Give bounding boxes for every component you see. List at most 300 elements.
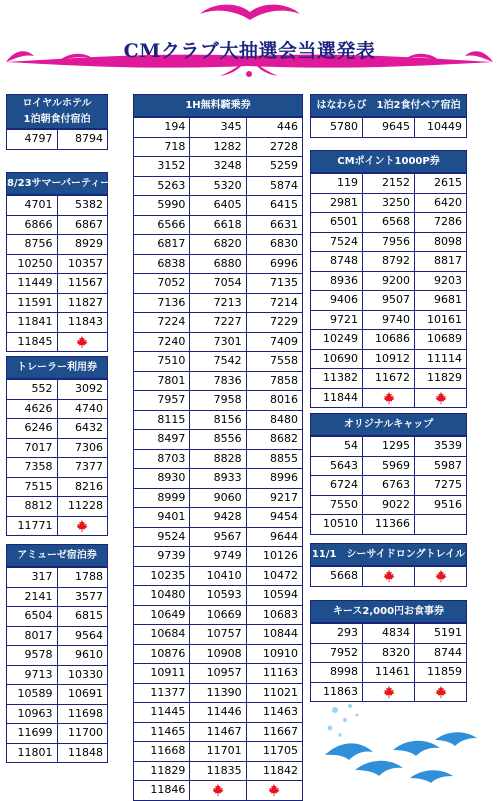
table-row xyxy=(134,156,302,176)
table-row xyxy=(7,312,107,332)
table-cell: 8930 xyxy=(157,471,186,484)
table-row xyxy=(134,488,302,508)
table-cell: 10480 xyxy=(150,588,186,601)
table-cell: 11863 xyxy=(323,684,358,698)
table-header: トレーラー利用券 xyxy=(7,357,107,379)
table-cell: 8756 xyxy=(24,237,53,250)
table-row xyxy=(134,117,302,137)
table-cell: 4834 xyxy=(362,624,414,643)
table-cell: 11446 xyxy=(189,703,245,722)
table-cell: 8703 xyxy=(157,451,186,465)
table-cell: 7135 xyxy=(246,274,302,293)
table-row xyxy=(311,514,466,534)
table-row xyxy=(311,388,466,408)
table-cell: 6420 xyxy=(414,194,466,213)
table-cell-leaf xyxy=(57,517,108,536)
table-cell: 3152 xyxy=(157,159,186,172)
table-cell: 8320 xyxy=(362,644,414,663)
table-cell: 8115 xyxy=(157,412,186,426)
maple-leaf-icon xyxy=(434,685,448,699)
table-row xyxy=(311,329,466,349)
table-cell: 7224 xyxy=(157,315,186,328)
table-free-ride xyxy=(133,94,303,801)
table-header: 1H無料騎乗券 xyxy=(134,95,302,117)
table-row xyxy=(311,623,466,643)
table-row xyxy=(311,173,466,193)
table-row xyxy=(311,117,466,137)
table-cell: 6880 xyxy=(189,255,245,274)
table-cell: 10686 xyxy=(362,330,414,349)
table-header: 11/1 シーサイドロングトレイル xyxy=(311,544,466,566)
table-cell: 345 xyxy=(189,118,245,137)
table-cell: 9578 xyxy=(24,648,53,661)
table-cell: 7240 xyxy=(157,334,186,348)
table-cell: 7957 xyxy=(157,393,186,406)
table-row xyxy=(7,645,107,665)
table-cell: 10957 xyxy=(189,664,245,683)
table-cell: 10589 xyxy=(17,687,53,700)
table-cell: 2141 xyxy=(24,589,53,603)
table-row xyxy=(311,290,466,310)
table-cell: 6996 xyxy=(246,255,302,274)
table-cell: 11445 xyxy=(150,705,186,718)
table-row xyxy=(311,495,466,515)
table-cell: 6867 xyxy=(57,216,108,235)
table-cell-leaf xyxy=(362,567,414,586)
table-cell: 7017 xyxy=(24,440,53,454)
table-row xyxy=(311,475,466,495)
table-cell: 11705 xyxy=(246,742,302,761)
table-row xyxy=(311,662,466,682)
table-cell: 11463 xyxy=(246,703,302,722)
table-row xyxy=(7,195,107,215)
table-cell-leaf xyxy=(189,781,245,800)
table-cell: 317 xyxy=(31,570,53,583)
table-cell: 7524 xyxy=(330,234,358,248)
table-row xyxy=(7,516,107,536)
table-cell: 7510 xyxy=(157,354,186,367)
table-cell: 7409 xyxy=(246,333,302,352)
table-royal-hotel xyxy=(6,94,108,150)
table-row xyxy=(7,684,107,704)
table-cell: 6504 xyxy=(24,609,53,622)
table-cell: 9681 xyxy=(414,291,466,310)
table-cell: 5382 xyxy=(57,196,108,215)
table-cell: 1295 xyxy=(362,437,414,456)
table-cell: 10689 xyxy=(414,330,466,349)
table-cell: 10876 xyxy=(150,646,186,660)
table-row xyxy=(7,626,107,646)
maple-leaf-icon xyxy=(434,569,448,583)
table-cell: 10250 xyxy=(17,256,53,270)
table-cell: 119 xyxy=(337,176,358,189)
table-row xyxy=(311,682,466,702)
table-cell: 6724 xyxy=(330,478,358,491)
table-row xyxy=(134,429,302,449)
table-cell: 8999 xyxy=(157,490,186,504)
table-cell: 11591 xyxy=(17,295,53,309)
table-cell: 8936 xyxy=(330,273,358,287)
table-cell: 10235 xyxy=(150,568,186,582)
table-cell: 4626 xyxy=(24,401,53,415)
table-cell-leaf xyxy=(57,333,108,352)
table-cell: 11698 xyxy=(57,705,108,724)
table-cell: 11114 xyxy=(414,350,466,369)
table-cell: 11841 xyxy=(17,315,53,328)
table-row xyxy=(7,606,107,626)
table-row xyxy=(134,527,302,547)
table-cell: 7052 xyxy=(157,276,186,289)
dolphins-decoration xyxy=(315,700,490,785)
table-row xyxy=(134,741,302,761)
table-cell: 552 xyxy=(31,382,53,395)
table-cell-leaf xyxy=(362,389,414,408)
table-cell: 8682 xyxy=(246,430,302,449)
table-cell: 6830 xyxy=(246,235,302,254)
table-cell: 10126 xyxy=(246,547,302,566)
table-row xyxy=(311,436,466,456)
table-cell: 6618 xyxy=(189,216,245,235)
table-row xyxy=(7,234,107,254)
table-cell: 8996 xyxy=(246,469,302,488)
table-cell: 11163 xyxy=(246,664,302,683)
table-header: CMポイント1000P券 xyxy=(311,151,466,173)
table-row xyxy=(134,449,302,469)
table-row xyxy=(134,761,302,781)
table-row xyxy=(134,644,302,664)
table-cell: 7801 xyxy=(157,373,186,387)
table-cell: 9217 xyxy=(246,489,302,508)
table-cell: 6820 xyxy=(189,235,245,254)
table-summer-party xyxy=(6,172,111,352)
table-row xyxy=(311,232,466,252)
table-cell: 6817 xyxy=(157,237,186,250)
table-cell: 10357 xyxy=(57,255,108,274)
table-cell: 9401 xyxy=(157,510,186,523)
table-cell: 8748 xyxy=(330,254,358,267)
table-cell: 8855 xyxy=(246,450,302,469)
table-cell: 3248 xyxy=(189,157,245,176)
table-cell: 11382 xyxy=(323,371,358,384)
table-row xyxy=(134,234,302,254)
table-cell: 5874 xyxy=(246,177,302,196)
table-cell: 9406 xyxy=(330,293,358,306)
maple-leaf-icon xyxy=(382,685,396,699)
table-cell: 9610 xyxy=(57,646,108,665)
table-row xyxy=(134,566,302,586)
table-row xyxy=(311,643,466,663)
table-row xyxy=(7,457,107,477)
table-row xyxy=(134,332,302,352)
table-cell: 9454 xyxy=(246,508,302,527)
table-cell: 10908 xyxy=(189,645,245,664)
table-cell: 11567 xyxy=(57,274,108,293)
table-cell: 5259 xyxy=(246,157,302,176)
table-cell: 9721 xyxy=(330,312,358,326)
table-cell: 10472 xyxy=(246,567,302,586)
table-header-line: ロイヤルホテル xyxy=(22,98,92,109)
table-cell: 9713 xyxy=(24,667,53,681)
table-cell: 3250 xyxy=(362,194,414,213)
table-cell: 10594 xyxy=(246,586,302,605)
table-row xyxy=(134,663,302,683)
table-cell: 11843 xyxy=(57,313,108,332)
table-row xyxy=(7,293,107,313)
table-cell: 7952 xyxy=(330,645,358,659)
table-cell: 7286 xyxy=(414,213,466,232)
table-cell: 5668 xyxy=(330,569,358,582)
table-row xyxy=(7,723,107,743)
table-cell: 8812 xyxy=(24,499,53,512)
table-cell: 10161 xyxy=(414,311,466,330)
table-cell: 7227 xyxy=(189,313,245,332)
table-cell: 7956 xyxy=(362,233,414,252)
table-cell: 9428 xyxy=(189,508,245,527)
table-cell: 8933 xyxy=(189,469,245,488)
table-row xyxy=(7,438,107,458)
table-cell-leaf xyxy=(414,683,466,702)
table-cell: 8792 xyxy=(362,252,414,271)
table-cell: 9644 xyxy=(246,528,302,547)
table-cell: 11699 xyxy=(17,726,53,739)
table-cell: 8556 xyxy=(189,430,245,449)
table-cell: 9524 xyxy=(157,529,186,543)
maple-leaf-icon xyxy=(211,783,225,797)
table-row xyxy=(7,399,107,419)
table-cell: 7213 xyxy=(189,294,245,313)
table-cell: 7515 xyxy=(24,479,53,493)
table-trailer-voucher xyxy=(6,356,108,536)
table-row xyxy=(134,254,302,274)
table-cell-leaf xyxy=(414,389,466,408)
table-row xyxy=(134,702,302,722)
table-cell: 5191 xyxy=(414,624,466,643)
table-cell: 10757 xyxy=(189,625,245,644)
table-cell: 4740 xyxy=(57,400,108,419)
table-cell: 7858 xyxy=(246,372,302,391)
table-cell: 11842 xyxy=(246,762,302,781)
table-cell: 6631 xyxy=(246,216,302,235)
table-cell: 11844 xyxy=(323,390,358,404)
maple-leaf-icon xyxy=(267,783,281,797)
table-cell: 11021 xyxy=(246,684,302,703)
table-cell: 7836 xyxy=(189,372,245,391)
table-cell: 7358 xyxy=(24,460,53,473)
table-cell: 7377 xyxy=(57,458,108,477)
table-row xyxy=(134,468,302,488)
table-cell: 11771 xyxy=(17,518,53,532)
table-cell: 6415 xyxy=(246,196,302,215)
table-cell: 11668 xyxy=(150,744,186,757)
table-cm-point xyxy=(310,150,467,408)
table-cell: 11829 xyxy=(150,763,186,777)
table-cell: 5780 xyxy=(330,120,358,133)
table-seaside-trail xyxy=(310,543,467,587)
table-cell: 11835 xyxy=(189,762,245,781)
table-cell: 7054 xyxy=(189,274,245,293)
table-cell: 3092 xyxy=(57,380,108,399)
table-cell: 7306 xyxy=(57,439,108,458)
table-row xyxy=(134,410,302,430)
table-cell: 6501 xyxy=(330,215,358,228)
table-cell: 9060 xyxy=(189,489,245,508)
table-cell: 8929 xyxy=(57,235,108,254)
table-row xyxy=(134,585,302,605)
table-cell: 10593 xyxy=(189,586,245,605)
table-cell: 6815 xyxy=(57,607,108,626)
table-cell: 10683 xyxy=(246,606,302,625)
table-row xyxy=(7,704,107,724)
table-cell: 7558 xyxy=(246,352,302,371)
table-cell: 11700 xyxy=(57,724,108,743)
table-cell: 8016 xyxy=(246,391,302,410)
table-cell: 9564 xyxy=(57,627,108,646)
table-row xyxy=(134,546,302,566)
table-cell: 6866 xyxy=(24,217,53,231)
table-cell: 6763 xyxy=(362,476,414,495)
table-cell: 2152 xyxy=(362,174,414,193)
table-cell: 718 xyxy=(164,139,186,153)
table-cell: 9645 xyxy=(362,118,414,137)
table-cell: 11672 xyxy=(362,369,414,388)
table-header: 8/23サマーパーティー xyxy=(7,173,107,195)
maple-leaf-icon xyxy=(382,569,396,583)
maple-leaf-icon xyxy=(75,519,89,533)
table-row xyxy=(134,683,302,703)
table-header: アミューゼ宿泊券 xyxy=(7,545,107,567)
table-cell: 11701 xyxy=(189,742,245,761)
table-header: オリジナルキャップ xyxy=(311,414,466,436)
table-row xyxy=(311,349,466,369)
table-cell: 8156 xyxy=(189,411,245,430)
table-cell: 8497 xyxy=(157,432,186,445)
table-cell: 8794 xyxy=(57,130,108,149)
table-cell: 10249 xyxy=(323,332,358,345)
table-cell: 5969 xyxy=(362,457,414,476)
table-cell: 293 xyxy=(337,626,358,639)
table-row xyxy=(134,195,302,215)
table-row xyxy=(7,567,107,587)
maple-leaf-icon xyxy=(434,391,448,405)
table-cell: 446 xyxy=(246,118,302,137)
table-row xyxy=(134,293,302,313)
table-cell: 194 xyxy=(164,120,186,133)
table-row xyxy=(7,379,107,399)
table-cell: 4797 xyxy=(24,132,53,145)
table-cell: 7550 xyxy=(330,497,358,511)
table-row xyxy=(311,271,466,291)
table-row xyxy=(311,310,466,330)
table-cell: 2981 xyxy=(330,195,358,209)
table-amuse-stay xyxy=(6,544,108,763)
table-cell: 9516 xyxy=(414,496,466,515)
table-row xyxy=(134,624,302,644)
table-cell: 9022 xyxy=(362,496,414,515)
table-cell: 5263 xyxy=(157,178,186,192)
table-row xyxy=(7,418,107,438)
table-cell: 8216 xyxy=(57,478,108,497)
table-cell: 10844 xyxy=(246,625,302,644)
table-cell: 8480 xyxy=(246,411,302,430)
table-cell: 2615 xyxy=(414,174,466,193)
table-cell: 7958 xyxy=(189,391,245,410)
table-cell: 8098 xyxy=(414,233,466,252)
table-row xyxy=(7,273,107,293)
table-row xyxy=(134,312,302,332)
table-cell: 8998 xyxy=(330,665,358,678)
table-cell: 8817 xyxy=(414,252,466,271)
table-cell: 6838 xyxy=(157,256,186,270)
table-cell: 9203 xyxy=(414,272,466,291)
table-cell: 9507 xyxy=(362,291,414,310)
table-cell: 10690 xyxy=(323,351,358,365)
table-row xyxy=(134,137,302,157)
table-cell: 11366 xyxy=(362,515,414,534)
table-cell: 7301 xyxy=(189,333,245,352)
table-cell: 10449 xyxy=(414,118,466,137)
table-cell: 9749 xyxy=(189,547,245,566)
table-cell: 5643 xyxy=(330,458,358,472)
table-cell-leaf xyxy=(362,683,414,702)
table-cell: 11848 xyxy=(57,744,108,763)
table-cell: 11467 xyxy=(189,723,245,742)
table-row xyxy=(7,254,107,274)
table-cell: 11390 xyxy=(189,684,245,703)
table-original-cap xyxy=(310,413,467,535)
table-cell: 1282 xyxy=(189,138,245,157)
table-cell: 7214 xyxy=(246,294,302,313)
table-cell: 9200 xyxy=(362,272,414,291)
table-cell-leaf xyxy=(414,567,466,586)
table-cell: 11845 xyxy=(17,334,53,348)
table-header-line: 1泊朝食付宿泊 xyxy=(23,114,91,125)
table-cell: 10669 xyxy=(189,606,245,625)
table-row xyxy=(134,176,302,196)
table-row xyxy=(134,273,302,293)
table-cell: 1788 xyxy=(57,568,108,587)
table-cell: 10330 xyxy=(57,666,108,685)
table-header: キース2,000円お食事券 xyxy=(311,601,466,623)
table-cell: 11859 xyxy=(414,663,466,682)
table-cell: 11846 xyxy=(150,783,186,796)
table-row xyxy=(7,129,107,149)
table-row xyxy=(134,507,302,527)
table-cell: 9740 xyxy=(362,311,414,330)
table-cell: 4701 xyxy=(24,198,53,211)
table-row xyxy=(134,780,302,800)
table-row xyxy=(311,456,466,476)
table-row xyxy=(311,368,466,388)
table-hanawarabi xyxy=(310,94,467,138)
table-cell: 11449 xyxy=(17,276,53,289)
maple-leaf-icon xyxy=(382,391,396,405)
table-cell: 5320 xyxy=(189,177,245,196)
table-cell: 6405 xyxy=(189,196,245,215)
table-cell: 11667 xyxy=(246,723,302,742)
table-cell: 9739 xyxy=(157,549,186,562)
table-header: はなわらび 1泊2食付ペア宿泊 xyxy=(311,95,466,117)
table-row xyxy=(7,743,107,763)
table-header xyxy=(7,95,107,129)
table-cell: 10963 xyxy=(17,706,53,720)
table-row xyxy=(7,332,107,352)
table-row xyxy=(7,587,107,607)
table-cell: 7136 xyxy=(157,295,186,309)
table-cell: 2728 xyxy=(246,138,302,157)
table-cell: 3577 xyxy=(57,588,108,607)
table-row xyxy=(134,722,302,742)
table-row xyxy=(134,215,302,235)
